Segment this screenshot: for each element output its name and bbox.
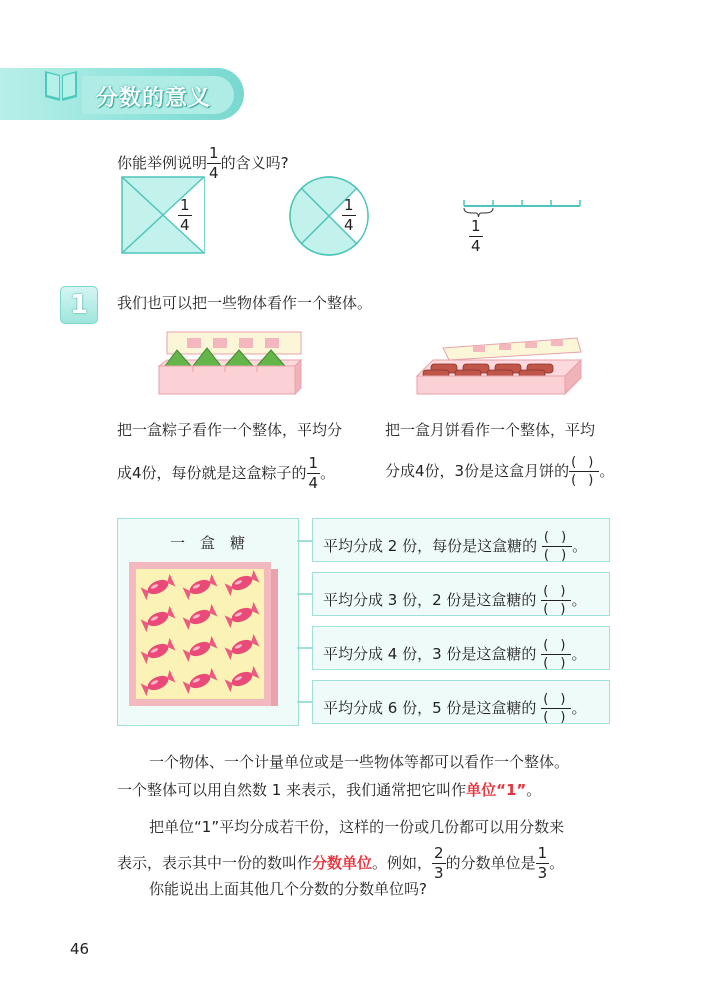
example-number-badge: 1 [60,286,98,324]
definition-line2: 一个整体可以用自然数 1 来表示，我们通常把它叫作单位“1”。 [117,781,542,799]
blank-fraction: $\frac{( )}{( )}$ [543,638,570,671]
intro-question: 你能举例说明 $\frac{1}{4}$ 的含义吗? [117,144,289,182]
mooncake-text-line1: 把一盒月饼看作一个整体，平均 [385,421,596,439]
candy-row-4: 平均分成 4 份，3 份是这盒糖的 $\frac{( )}{( )}$ 。 [312,626,610,670]
connector-line [297,647,313,649]
candies-illustration [136,569,264,699]
example-intro: 我们也可以把一些物体看作一个整体。 [117,294,373,312]
zongzi-box-illustration [157,330,305,398]
connector-line [297,701,313,703]
circle-quarter-figure [287,176,371,256]
zongzi-text-line1: 把一盒粽子看作一个整体，平均分 [117,421,343,439]
square-fraction-label: $\frac{1}{4}$ [180,196,190,234]
page-number: 46 [70,940,90,958]
term-unit-one: 单位“1” [466,781,527,799]
segment-fraction-label: $\frac{1}{4}$ [471,217,481,255]
blank-fraction: $\frac{( )}{( )}$ [543,584,570,617]
book-icon [44,67,78,103]
connector-line [297,593,313,595]
circle-fraction-label: $\frac{1}{4}$ [344,196,354,234]
candy-row-3: 平均分成 3 份，2 份是这盒糖的 $\frac{( )}{( )}$ 。 [312,572,610,616]
term-fraction-unit: 分数单位 [312,854,373,872]
closing-question: 你能说出上面其他几个分数的分数单位吗? [149,880,427,898]
mooncake-box-illustration [413,334,585,398]
mooncake-text-line2: 分成4份，3份是这盒月饼的 $\frac{( )}{( )}$ 。 [385,455,615,488]
definition-line4: 表示，表示其中一份的数叫作分数单位。例如， $\frac{2}{3}$ 的分数单位是 $\frac{1}{3}$ 。 [117,844,565,882]
candy-row-2: 平均分成 2 份，每份是这盒糖的 $\frac{( )}{( )}$ 。 [312,518,610,562]
definition-line3: 把单位“1”平均分成若干份，这样的一份或几份都可以用分数来 [149,818,565,836]
definition-line1: 一个物体、一个计量单位或是一些物体等都可以看作一个整体。 [149,753,570,771]
section-title: 分数的意义 [96,86,212,111]
candy-row-6: 平均分成 6 份，5 份是这盒糖的 $\frac{( )}{( )}$ 。 [312,680,610,724]
zongzi-fraction: $\frac{1}{4}$ [308,454,319,492]
example-fraction: $\frac{2}{3}$ [434,844,444,882]
segment-quarter-figure [460,196,584,218]
blank-fraction: $\frac{( )}{( )}$ [543,692,570,725]
mooncake-blank-fraction: $\frac{( )}{( )}$ [571,455,598,488]
candy-box-title: 一 盒 糖 [170,534,246,552]
unit-fraction: $\frac{1}{3}$ [537,844,548,882]
zongzi-text-line2: 成4份，每份就是这盒粽子的 $\frac{1}{4}$ 。 [117,454,336,492]
square-quarter-figure [121,176,205,254]
blank-fraction: $\frac{( )}{( )}$ [543,530,571,563]
connector-line [297,540,313,542]
fraction-one-quarter: $\frac{1}{4}$ [209,144,219,182]
